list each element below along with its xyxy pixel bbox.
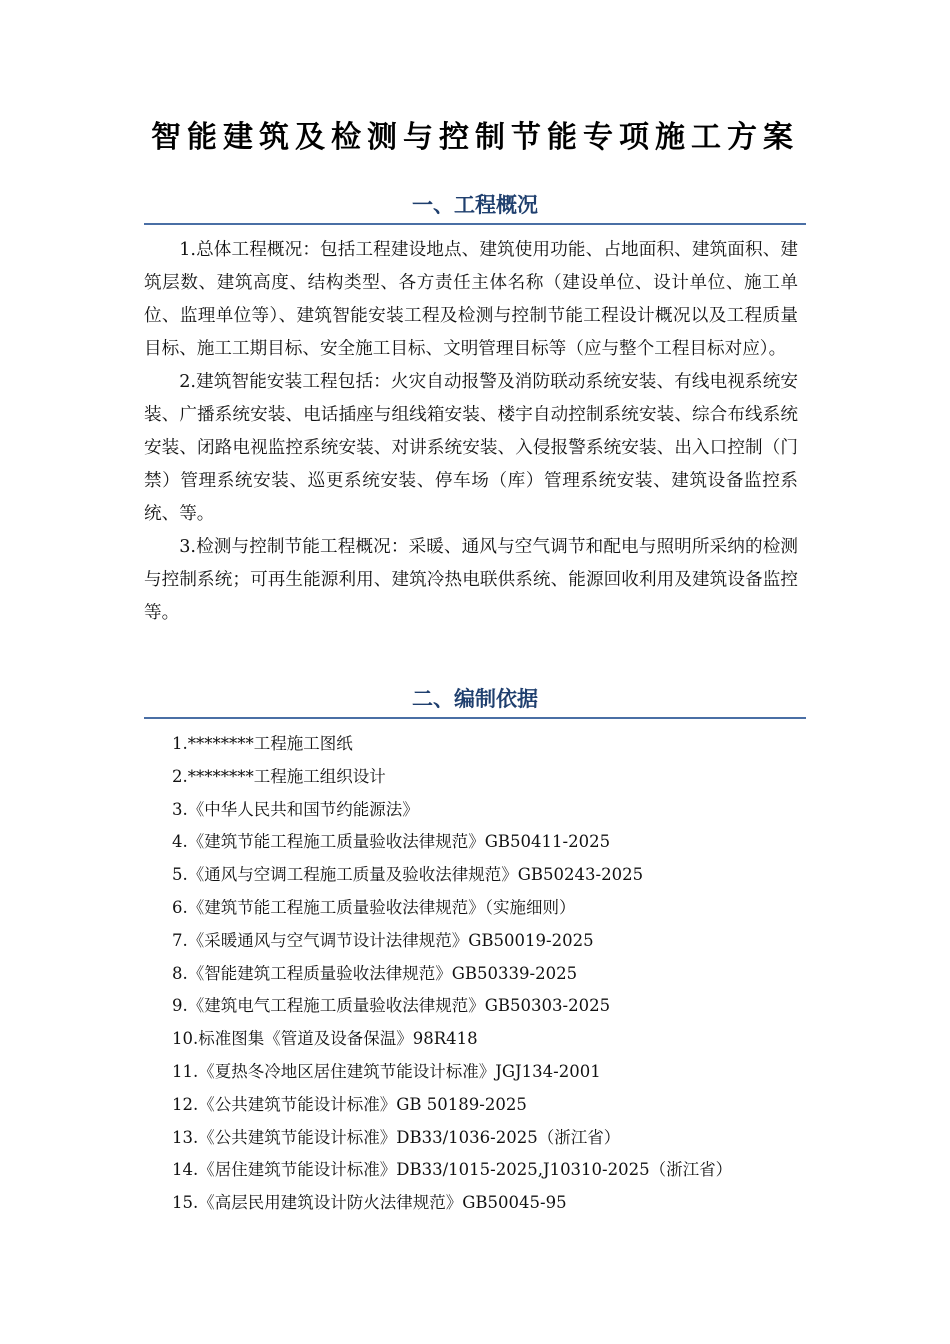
list-item: 11.《夏热冬冷地区居住建筑节能设计标准》JGJ134-2001 <box>172 1061 601 1081</box>
overview-paragraph: 2.建筑智能安装工程包括：火灾自动报警及消防联动系统安装、有线电视系统安装、广播系统安装、电话插座与组线箱安装、楼宇自动控制系统安装、综合布线系统安装、闭路电视监控系统安装、对讲系统安装、入侵报警系统安装、出入口控制（门禁）管理系统安装、巡更系统安装、停车场（库）管理系统安装、建筑设备监控系统、等。 <box>144 372 798 524</box>
list-item: 9.《建筑电气工程施工质量验收法律规范》GB50303-2025 <box>172 996 611 1016</box>
section-heading-basis: 二、编制依据 <box>144 683 806 719</box>
list-item: 14.《居住建筑节能设计标准》DB33/1015-2025,J10310-2025（浙江省） <box>172 1160 733 1180</box>
overview-paragraph: 3.检测与控制节能工程概况：采暖、通风与空气调节和配电与照明所采纳的检测与控制系统；可再生能源利用、建筑冷热电联供系统、能源回收利用及建筑设备监控等。 <box>144 537 798 623</box>
list-item: 10.标准图集《管道及设备保温》98R418 <box>172 1029 478 1049</box>
section-heading-overview: 一、工程概况 <box>144 189 806 225</box>
overview-section-body <box>144 234 798 630</box>
list-item: 13.《公共建筑节能设计标准》DB33/1036-2025（浙江省） <box>172 1127 621 1147</box>
list-item: 6.《建筑节能工程施工质量验收法律规范》（实施细则） <box>172 897 576 917</box>
basis-list <box>172 728 732 1220</box>
list-item: 4.《建筑节能工程施工质量验收法律规范》GB50411-2025 <box>172 832 611 852</box>
list-item: 12.《公共建筑节能设计标准》GB 50189-2025 <box>172 1094 527 1114</box>
list-item: 7.《采暖通风与空气调节设计法律规范》GB50019-2025 <box>172 930 594 950</box>
document-title: 智能建筑及检测与控制节能专项施工方案 <box>151 120 799 155</box>
list-item: 5.《通风与空调工程施工质量及验收法律规范》GB50243-2025 <box>172 865 644 885</box>
list-item: 8.《智能建筑工程质量验收法律规范》GB50339-2025 <box>172 963 578 983</box>
list-item: 15.《高层民用建筑设计防火法律规范》GB50045-95 <box>172 1193 567 1213</box>
list-item: 3.《中华人民共和国节约能源法》 <box>172 799 419 819</box>
list-item: 1.********工程施工图纸 <box>172 734 353 753</box>
list-item: 2.********工程施工组织设计 <box>172 766 386 786</box>
overview-paragraph: 1.总体工程概况：包括工程建设地点、建筑使用功能、占地面积、建筑面积、建筑层数、建筑高度、结构类型、各方责任主体名称（建设单位、设计单位、施工单位、监理单位等）、建筑智能安装工程及检测与控制节能工程设计概况以及工程质量目标、施工工期目标、安全施工目标、文明管理目标等（应与整个工程目标对应）。 <box>144 240 798 359</box>
